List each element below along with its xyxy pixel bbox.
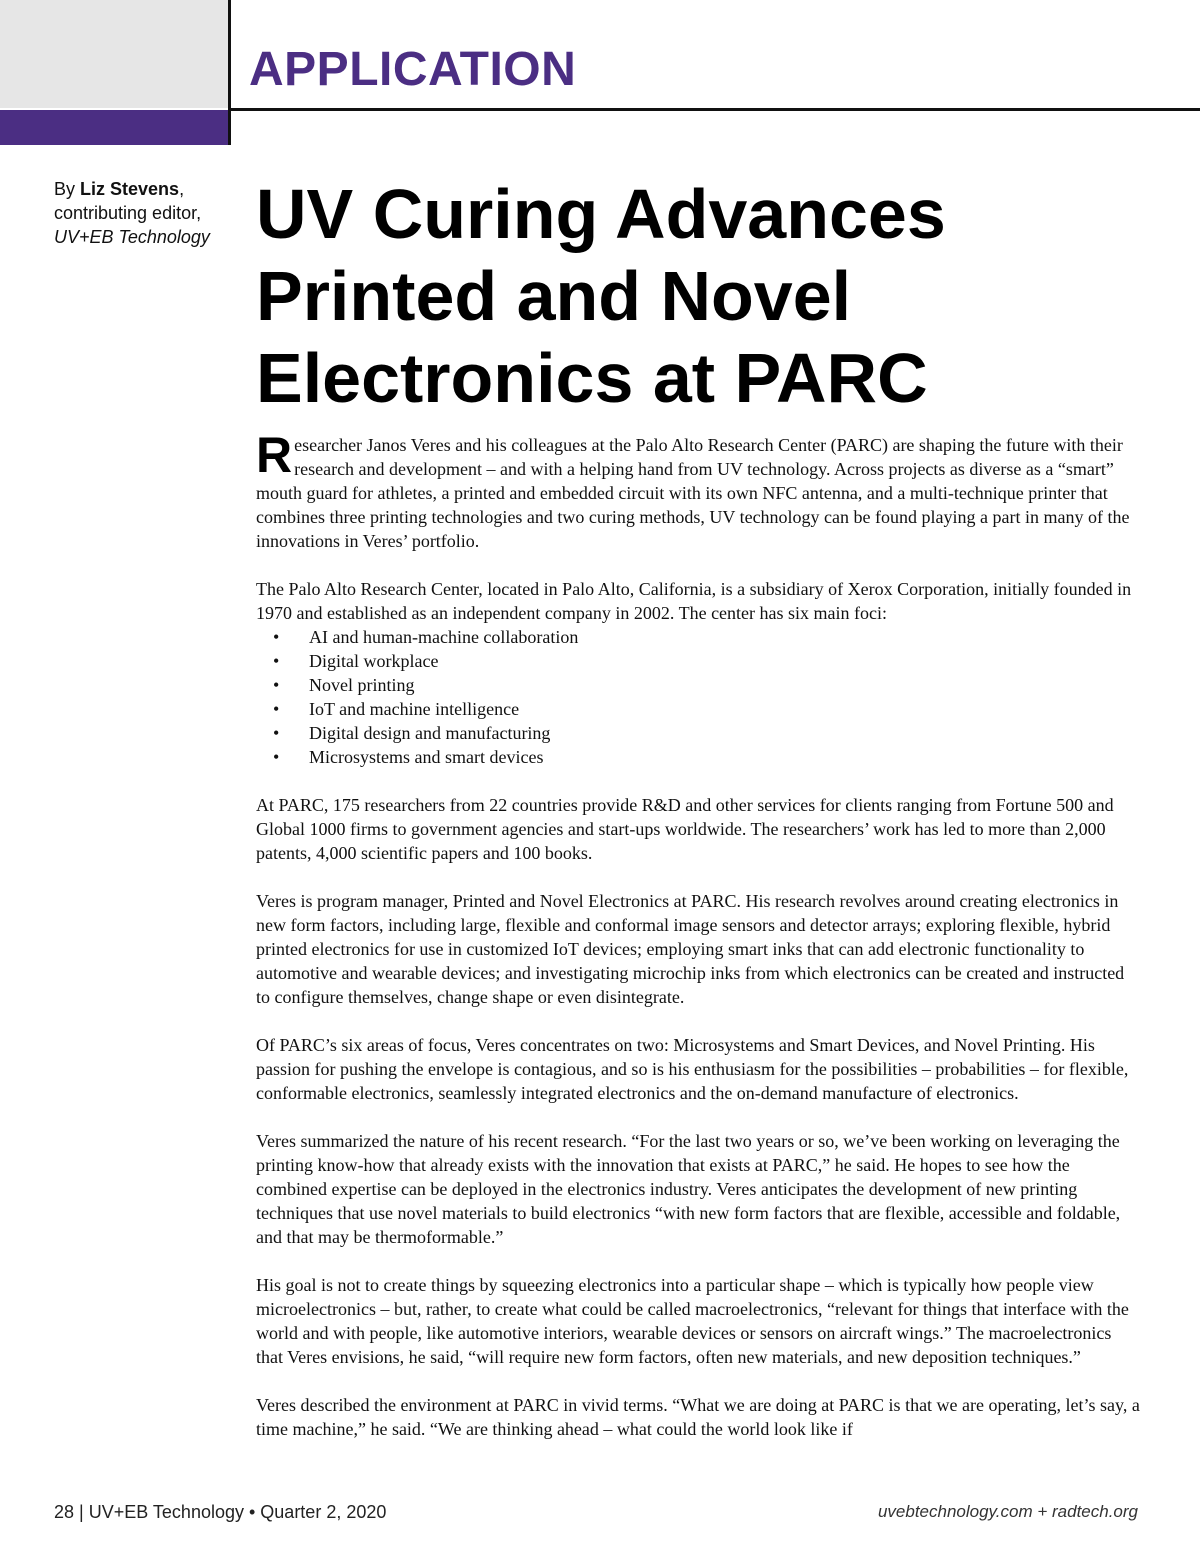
header-gray-block [0, 0, 228, 108]
header-vertical-rule [228, 0, 231, 145]
header-purple-bar [0, 110, 228, 145]
paragraph-researchers: At PARC, 175 researchers from 22 countries provide R&D and other services for clients ranging from Fortune 500 and Global 1000 firms to government agencies and start-ups worldwide. The researchers’ work has led to more than 2,000 patents, 4,000 scientific papers and 100 books. [256, 795, 1114, 863]
paragraph-intro [256, 427, 1140, 553]
author-role: contributing editor, [54, 203, 202, 223]
article-title: UV Curing Advances Printed and Novel Electronics at PARC [256, 175, 946, 417]
byline-comma: , [179, 179, 185, 199]
list-item: • Digital design and manufacturing [256, 721, 1140, 745]
list-item: • Microsystems and smart devices [256, 745, 1140, 769]
list-item: • Digital workplace [256, 649, 1140, 673]
section-label: APPLICATION [249, 43, 577, 96]
paragraph-intro-text: esearcher Janos Veres and his colleagues at the Palo Alto Research Center (PARC) are shaping the future with their research and development – and with a helping hand from UV technology. Across projects as diverse as a “smart” mouth guard for athletes, a printed and embedded circuit with its own NFC antenna, and a multi-technique printer that combines three printing technologies and two curing methods, UV technology can be found playing a part in many of the innovations in Veres’ portfolio. [256, 435, 1130, 551]
foci-list [256, 625, 1140, 769]
paragraph-focus-areas: Of PARC’s six areas of focus, Veres concentrates on two: Microsystems and Smart Devices, and Novel Printing. His passion for pushing the envelope is contagious, and so is his enthusiasm for the possibilities – probabilities – for flexible, conformable electronics, seamlessly integrated electronics and the on-demand manufacture of electronics. [256, 1035, 1129, 1103]
paragraph-macroelectronics: His goal is not to create things by squeezing electronics into a particular shape – which is typically how people view microelectronics – but, rather, to create what could be called macroelectronics, “relevant for things that interface with the world and with people, like automotive interiors, wearable devices or sensors on aircraft wings.” The macroelectronics that Veres envisions, he said, “will require new form factors, often new materials, and new deposition techniques.” [256, 1275, 1129, 1367]
magazine-issue: UV+EB Technology • Quarter 2, 2020 [88, 1502, 387, 1522]
footer-websites: uvebtechnology.com + radtech.org [877, 1502, 1138, 1521]
footer-separator: | [74, 1502, 89, 1522]
paragraph-veres-role: Veres is program manager, Printed and Novel Electronics at PARC. His research revolves around creating electronics in new form factors, including large, flexible and conformal image sensors and detector arrays; exploring flexible, hybrid printed electronics for use in customized IoT devices; employing smart inks that can add electronic functionality to automotive and wearable devices; and investigating microchip inks from which electronics can be created and instructed to configure themselves, change shape or even disintegrate. [256, 891, 1125, 1007]
drop-cap: R [256, 427, 293, 483]
publication-name: UV+EB Technology [54, 227, 210, 247]
article-body [256, 427, 1140, 1465]
list-item: • IoT and machine intelligence [256, 697, 1140, 721]
paragraph-environment: Veres described the environment at PARC in vivid terms. “What we are doing at PARC is that we are operating, let’s say, a time machine,” he said. “We are thinking ahead – what could the world look like if [256, 1395, 1140, 1439]
footer-publication [54, 1500, 386, 1524]
header-horizontal-rule [228, 108, 1200, 111]
byline [54, 177, 229, 249]
list-item: • Novel printing [256, 673, 1140, 697]
page-number: 28 [54, 1502, 75, 1522]
author-name: Liz Stevens [80, 179, 180, 199]
byline-prefix: By [54, 179, 81, 199]
paragraph-parc-overview: The Palo Alto Research Center, located in Palo Alto, California, is a subsidiary of Xerox Corporation, initially founded in 1970 and established as an independent company in 2002. The center has six main foci: [256, 579, 1132, 623]
list-item: • AI and human-machine collaboration [256, 625, 1140, 649]
paragraph-recent-research: Veres summarized the nature of his recent research. “For the last two years or so, we’ve been working on leveraging the printing know-how that already exists with the innovation that exists at PARC,” he said. He hopes to see how the combined expertise can be deployed in the electronics industry. Veres anticipates the development of new printing techniques that use novel materials to build electronics “with new form factors that are flexible, accessible and foldable, and that may be thermoformable.” [256, 1131, 1121, 1247]
